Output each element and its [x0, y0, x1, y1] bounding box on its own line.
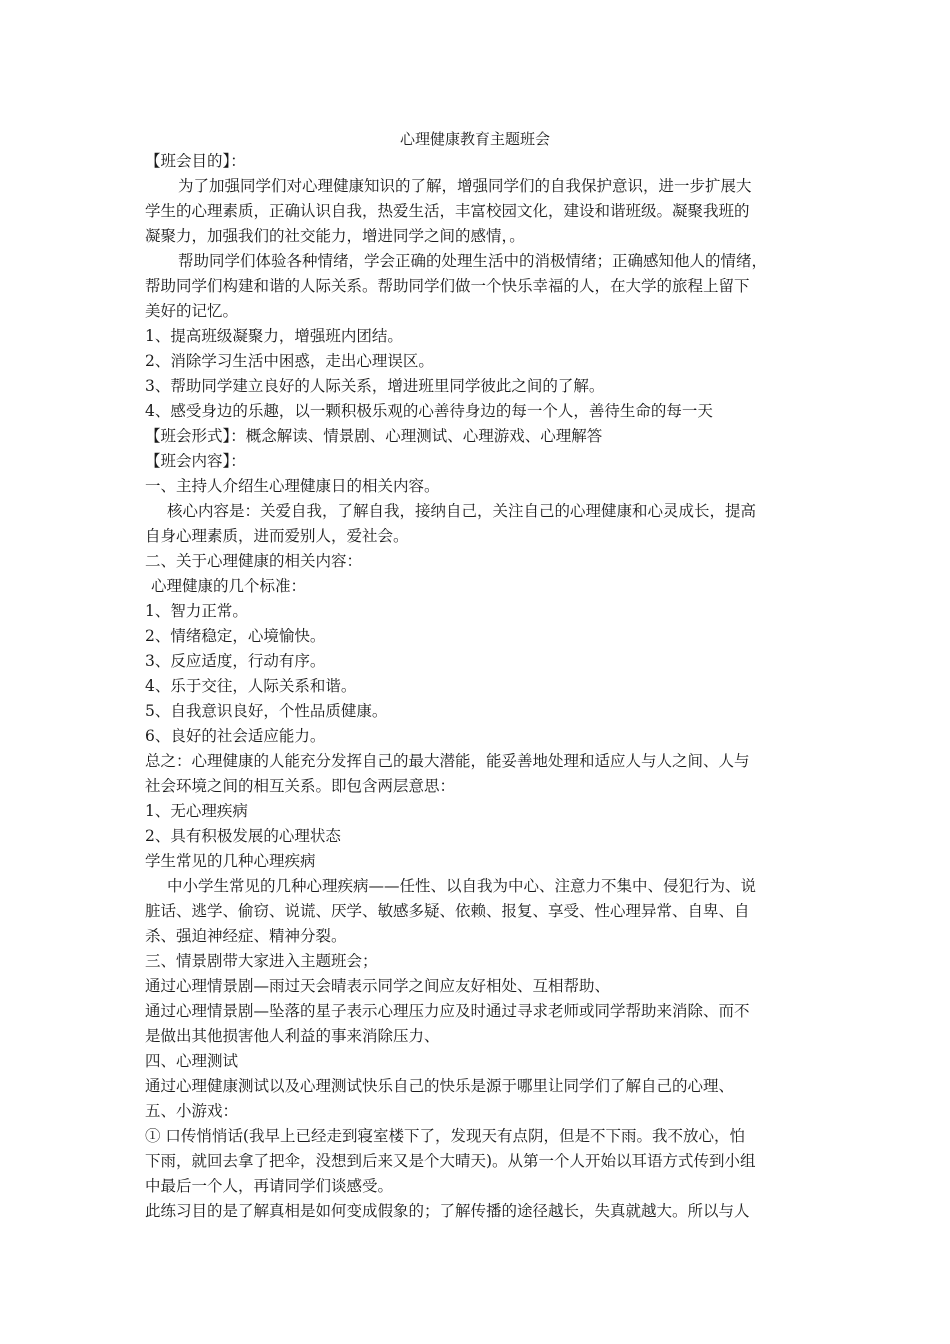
section-heading-content: 【班会内容】：	[145, 452, 246, 470]
list-item: 3、反应适度，行动有序。	[145, 652, 326, 670]
list-item: 3、帮助同学建立良好的人际关系，增进班里同学彼此之间的了解。	[145, 377, 605, 395]
list-item: 4、乐于交往，人际关系和谐。	[145, 677, 357, 695]
section-heading-purpose: 【班会目的】：	[145, 152, 246, 170]
paragraph-line: 通过心理情景剧—雨过天会晴表示同学之间应友好相处、互相帮助、	[145, 977, 611, 995]
list-item: 1、提高班级凝聚力，增强班内团结。	[145, 327, 403, 345]
subsection-heading: 五、小游戏：	[145, 1102, 239, 1120]
paragraph-line: 凝聚力，加强我们的社交能力，增进同学之间的感情，。	[145, 227, 525, 245]
paragraph-line: 下雨，就回去拿了把伞，没想到后来又是个大晴天)。从第一个人开始以耳语方式传到小组	[145, 1152, 756, 1170]
paragraph-line: 社会环境之间的相互关系。即包含两层意思：	[145, 777, 456, 795]
subsection-heading: 三、情景剧带大家进入主题班会；	[145, 952, 378, 970]
list-item: 4、感受身边的乐趣，以一颗积极乐观的心善待身边的每一个人，善待生命的每一天	[145, 402, 713, 420]
paragraph-line: 学生的心理素质，正确认识自我，热爱生活，丰富校园文化，建设和谐班级。凝聚我班的	[145, 202, 750, 220]
paragraph-line: 美好的记忆。	[145, 302, 239, 320]
paragraph-line: 帮助同学们体验各种情绪，学会正确的处理生活中的消极情绪；正确感知他人的情绪，	[178, 252, 768, 270]
list-item: 1、无心理疾病	[145, 802, 248, 820]
paragraph-line: 是做出其他损害他人利益的事来消除压力、	[145, 1027, 440, 1045]
list-item: 6、良好的社会适应能力。	[145, 727, 326, 745]
paragraph-line: 核心内容是：关爱自我，了解自我，接纳自己，关注自己的心理健康和心灵成长，提高	[167, 502, 757, 520]
paragraph-line: 杀、强迫神经症、精神分裂。	[145, 927, 347, 945]
paragraph-line: 学生常见的几种心理疾病	[145, 852, 316, 870]
list-item: 1、智力正常。	[145, 602, 248, 620]
list-item: 5、自我意识良好，个性品质健康。	[145, 702, 388, 720]
paragraph-line: 自身心理素质，进而爱别人，爱社会。	[145, 527, 409, 545]
paragraph-line: 中小学生常见的几种心理疾病——任性、以自我为中心、注意力不集中、侵犯行为、说	[167, 877, 757, 895]
paragraph-line: 中最后一个人，再请同学们谈感受。	[145, 1177, 394, 1195]
paragraph-line: 为了加强同学们对心理健康知识的了解，增强同学们的自我保护意识，进一步扩展大	[178, 177, 752, 195]
document-body	[145, 149, 813, 1224]
paragraph-line: 通过心理健康测试以及心理测试快乐自己的快乐是源于哪里让同学们了解自己的心理、	[145, 1077, 735, 1095]
paragraph-line: 脏话、逃学、偷窃、说谎、厌学、敏感多疑、依赖、报复、享受、性心理异常、自卑、自	[145, 902, 750, 920]
paragraph-line: 心理健康的几个标准：	[151, 577, 307, 595]
subsection-heading: 一、主持人介绍生心理健康日的相关内容。	[145, 477, 440, 495]
paragraph-line: 总之：心理健康的人能充分发挥自己的最大潜能，能妥善地处理和适应人与人之间、人与	[145, 752, 750, 770]
subsection-heading: 四、心理测试	[145, 1052, 239, 1070]
paragraph-line: 通过心理情景剧—坠落的星子表示心理压力应及时通过寻求老师或同学帮助来消除、而不	[145, 1002, 750, 1020]
paragraph-line: ① 口传悄悄话(我早上已经走到寝室楼下了，发现天有点阴，但是不下雨。我不放心，怕	[145, 1127, 745, 1145]
document-title: 心理健康教育主题班会	[399, 130, 550, 148]
section-heading-format: 【班会形式】：概念解读、情景剧、心理测试、心理游戏、心理解答	[145, 427, 603, 445]
list-item: 2、消除学习生活中困惑，走出心理误区。	[145, 352, 434, 370]
list-item: 2、情绪稳定，心境愉快。	[145, 627, 326, 645]
paragraph-line: 帮助同学们构建和谐的人际关系。帮助同学们做一个快乐幸福的人，在大学的旅程上留下	[145, 277, 750, 295]
paragraph-line: 此练习目的是了解真相是如何变成假象的；了解传播的途径越长，失真就越大。所以与人	[145, 1202, 750, 1220]
subsection-heading: 二、关于心理健康的相关内容：	[145, 552, 363, 570]
list-item: 2、具有积极发展的心理状态	[145, 827, 341, 845]
